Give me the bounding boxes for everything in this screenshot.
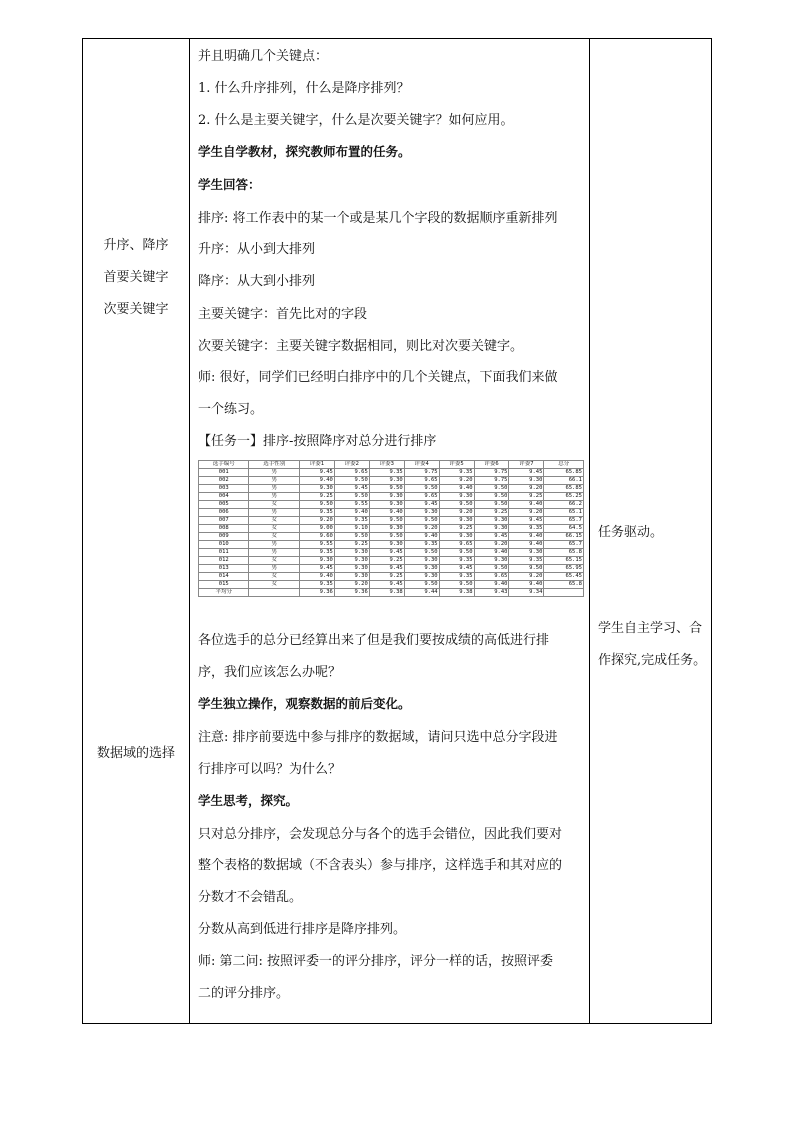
text-student-operate: 学生独立操作，观察数据的前后变化。 xyxy=(198,696,411,711)
table-cell: 9.50 xyxy=(334,477,369,485)
table-cell: 9.45 xyxy=(474,533,509,541)
table-cell: 9.40 xyxy=(509,581,544,589)
table-cell: 9.30 xyxy=(509,549,544,557)
table-average-row xyxy=(199,589,584,597)
table-cell: 65.85 xyxy=(544,469,584,477)
table-row xyxy=(199,517,584,525)
score-table xyxy=(198,460,584,597)
table-cell: 65.45 xyxy=(544,573,584,581)
table-cell: 女 xyxy=(249,581,299,589)
table-cell: 9.50 xyxy=(369,533,404,541)
table-cell: 9.40 xyxy=(369,509,404,517)
table-cell: 9.40 xyxy=(299,573,334,581)
table-header-row xyxy=(199,461,584,469)
table-row xyxy=(199,549,584,557)
table-cell: 004 xyxy=(199,493,249,501)
table-cell: 9.50 xyxy=(474,565,509,573)
table-average-cell: 9.34 xyxy=(509,589,544,597)
table-header-cell: 评委1 xyxy=(299,461,334,469)
table-cell: 9.25 xyxy=(369,557,404,565)
table-cell: 9.65 xyxy=(404,477,439,485)
table-cell: 9.50 xyxy=(404,549,439,557)
table-cell: 9.50 xyxy=(439,501,474,509)
table-cell: 9.40 xyxy=(509,541,544,549)
topic-secondary-key: 次要关键字 xyxy=(103,302,169,317)
table-cell: 008 xyxy=(199,525,249,533)
table-cell: 65.7 xyxy=(544,517,584,525)
table-cell: 65.15 xyxy=(544,557,584,565)
table-header-cell: 选手编号 xyxy=(199,461,249,469)
table-cell: 9.75 xyxy=(474,469,509,477)
table-cell: 9.45 xyxy=(439,565,474,573)
text-explain-3: 分数才不会错乱。 xyxy=(198,890,303,905)
table-cell xyxy=(249,589,299,597)
text-secondary-key: 次要关键字：主要关键字数据相同，则比对次要关键字。 xyxy=(198,339,524,354)
table-cell: 65.85 xyxy=(544,485,584,493)
table-cell: 009 xyxy=(199,533,249,541)
table-cell: 9.50 xyxy=(404,517,439,525)
table-cell: 9.45 xyxy=(404,501,439,509)
table-cell: 9.20 xyxy=(509,573,544,581)
table-cell: 9.50 xyxy=(439,549,474,557)
table-average-cell: 9.38 xyxy=(369,589,404,597)
text-explain-2: 整个表格的数据域（不含表头）参与排序，这样选手和其对应的 xyxy=(198,858,563,873)
table-cell: 9.75 xyxy=(404,469,439,477)
content-column xyxy=(198,39,586,1025)
table-cell: 9.50 xyxy=(334,533,369,541)
text-note-1: 注意: 排序前要选中参与排序的数据域，请问只选中总分字段进 xyxy=(198,730,558,745)
topic-sort-order: 升序、降序 xyxy=(103,238,169,253)
table-average-cell: 9.36 xyxy=(299,589,334,597)
table-cell: 9.35 xyxy=(369,469,404,477)
table-row xyxy=(199,557,584,565)
table-cell: 9.30 xyxy=(474,517,509,525)
table-cell: 9.25 xyxy=(439,525,474,533)
table-cell: 9.30 xyxy=(369,541,404,549)
table-cell: 9.50 xyxy=(404,485,439,493)
table-cell: 9.30 xyxy=(369,501,404,509)
note-self-study-2: 作探究,完成任务。 xyxy=(598,653,707,668)
table-cell: 9.35 xyxy=(299,509,334,517)
table-cell: 9.50 xyxy=(509,565,544,573)
table-cell: 9.20 xyxy=(299,517,334,525)
table-cell: 男 xyxy=(249,493,299,501)
table-cell: 9.20 xyxy=(474,541,509,549)
table-cell: 女 xyxy=(249,517,299,525)
table-cell: 9.45 xyxy=(369,581,404,589)
table-cell: 9.30 xyxy=(404,557,439,565)
table-cell: 9.30 xyxy=(299,557,334,565)
table-cell: 9.40 xyxy=(509,533,544,541)
table-average-label: 平均分 xyxy=(199,589,249,597)
table-cell: 9.35 xyxy=(509,557,544,565)
table-cell: 015 xyxy=(199,581,249,589)
table-row xyxy=(199,477,584,485)
column-divider-left xyxy=(189,39,190,1023)
text-total-question-1: 各位选手的总分已经算出来了但是我们要按成绩的高低进行排 xyxy=(198,633,550,648)
table-header-cell: 选手性别 xyxy=(249,461,299,469)
table-cell: 9.50 xyxy=(369,517,404,525)
score-table-image xyxy=(198,460,586,610)
table-row xyxy=(199,541,584,549)
text-note-2: 行排序可以吗？为什么？ xyxy=(198,762,342,777)
topic-data-range: 数据域的选择 xyxy=(96,746,175,761)
table-cell xyxy=(544,589,584,597)
table-cell: 女 xyxy=(249,501,299,509)
table-cell: 9.50 xyxy=(439,581,474,589)
table-cell: 014 xyxy=(199,573,249,581)
table-cell: 9.40 xyxy=(299,477,334,485)
table-cell: 9.75 xyxy=(474,477,509,485)
text-student-answer: 学生回答： xyxy=(198,177,261,192)
table-cell: 男 xyxy=(249,485,299,493)
table-row xyxy=(199,469,584,477)
table-cell: 9.30 xyxy=(439,533,474,541)
table-cell: 9.10 xyxy=(334,525,369,533)
table-cell: 9.40 xyxy=(509,501,544,509)
table-cell: 002 xyxy=(199,477,249,485)
table-cell: 9.50 xyxy=(474,485,509,493)
table-cell: 9.40 xyxy=(334,509,369,517)
table-header-cell: 评委3 xyxy=(369,461,404,469)
table-cell: 9.50 xyxy=(474,501,509,509)
table-cell: 66.1 xyxy=(544,477,584,485)
table-cell: 9.65 xyxy=(474,573,509,581)
table-cell: 9.35 xyxy=(439,557,474,565)
text-ascending: 升序：从小到大排列 xyxy=(198,242,316,257)
table-cell: 9.50 xyxy=(299,501,334,509)
table-cell: 9.35 xyxy=(439,573,474,581)
table-cell: 9.30 xyxy=(404,565,439,573)
table-cell: 9.45 xyxy=(369,565,404,573)
table-cell: 65.25 xyxy=(544,493,584,501)
text-sort-definition: 排序: 将工作表中的某一个或是某几个字段的数据顺序重新排列 xyxy=(198,211,558,226)
table-cell: 66.2 xyxy=(544,501,584,509)
table-header-cell: 评委7 xyxy=(509,461,544,469)
text-teacher-q2-2: 二的评分排序。 xyxy=(198,986,290,1001)
table-cell: 9.00 xyxy=(299,525,334,533)
table-cell: 9.45 xyxy=(299,469,334,477)
table-cell: 65.7 xyxy=(544,541,584,549)
table-cell: 9.30 xyxy=(369,525,404,533)
table-row xyxy=(199,485,584,493)
table-cell: 9.40 xyxy=(474,549,509,557)
table-cell: 9.30 xyxy=(474,557,509,565)
table-cell: 64.5 xyxy=(544,525,584,533)
text-teacher-remark-2: 一个练习。 xyxy=(198,402,264,417)
table-cell: 65.95 xyxy=(544,565,584,573)
table-row xyxy=(199,509,584,517)
table-cell: 9.20 xyxy=(404,525,439,533)
table-row xyxy=(199,493,584,501)
table-cell: 9.65 xyxy=(404,493,439,501)
table-average-cell: 9.36 xyxy=(334,589,369,597)
note-task-driven: 任务驱动。 xyxy=(598,525,664,540)
table-cell: 9.25 xyxy=(474,509,509,517)
table-cell: 005 xyxy=(199,501,249,509)
table-cell: 9.50 xyxy=(369,485,404,493)
note-self-study-1: 学生自主学习、合 xyxy=(598,621,703,636)
table-cell: 65.1 xyxy=(544,509,584,517)
text-total-question-2: 序，我们应该怎么办呢？ xyxy=(198,665,342,680)
table-cell: 9.45 xyxy=(509,517,544,525)
table-cell: 006 xyxy=(199,509,249,517)
table-cell: 9.30 xyxy=(334,557,369,565)
text-teacher-q2-1: 师: 第二问: 按照评委一的评分排序，评分一样的话，按照评委 xyxy=(198,954,554,969)
table-cell: 9.35 xyxy=(439,469,474,477)
text-question-1: 1. 什么升序排列，什么是降序排列？ xyxy=(198,81,410,96)
table-average-cell: 9.43 xyxy=(474,589,509,597)
table-cell: 9.20 xyxy=(509,485,544,493)
table-row xyxy=(199,573,584,581)
text-descending: 降序：从大到小排列 xyxy=(198,274,316,289)
table-cell: 9.25 xyxy=(509,493,544,501)
table-cell: 9.20 xyxy=(334,581,369,589)
table-cell: 9.40 xyxy=(474,581,509,589)
table-cell: 9.35 xyxy=(334,517,369,525)
table-cell: 9.30 xyxy=(404,509,439,517)
table-average-cell: 9.44 xyxy=(404,589,439,597)
table-cell: 9.30 xyxy=(334,573,369,581)
table-cell: 男 xyxy=(249,565,299,573)
table-cell: 66.15 xyxy=(544,533,584,541)
table-cell: 9.55 xyxy=(299,541,334,549)
table-cell: 9.20 xyxy=(509,509,544,517)
table-row xyxy=(199,525,584,533)
table-cell: 男 xyxy=(249,549,299,557)
table-cell: 9.25 xyxy=(369,573,404,581)
table-cell: 9.60 xyxy=(299,533,334,541)
table-row xyxy=(199,501,584,509)
table-cell: 女 xyxy=(249,573,299,581)
table-cell: 9.50 xyxy=(404,581,439,589)
text-teacher-remark-1: 师: 很好，同学们已经明白排序中的几个关键点，下面我们来做 xyxy=(198,370,558,385)
table-cell: 9.45 xyxy=(299,565,334,573)
table-row xyxy=(199,565,584,573)
table-cell: 9.30 xyxy=(439,493,474,501)
table-cell: 011 xyxy=(199,549,249,557)
table-row xyxy=(199,581,584,589)
table-cell: 9.30 xyxy=(474,525,509,533)
table-cell: 9.30 xyxy=(369,477,404,485)
table-cell: 9.50 xyxy=(474,493,509,501)
table-cell: 男 xyxy=(249,509,299,517)
table-cell: 9.35 xyxy=(299,581,334,589)
table-row xyxy=(199,533,584,541)
table-cell: 65.8 xyxy=(544,581,584,589)
table-cell: 9.35 xyxy=(299,549,334,557)
text-explain-1: 只对总分排序，会发现总分与各个的选手会错位，因此我们要对 xyxy=(198,827,563,842)
text-student-self-study: 学生自学教材，探究教师布置的任务。 xyxy=(198,144,411,159)
table-cell: 9.35 xyxy=(509,525,544,533)
table-cell: 007 xyxy=(199,517,249,525)
table-cell: 男 xyxy=(249,541,299,549)
table-cell: 9.30 xyxy=(334,549,369,557)
table-cell: 9.65 xyxy=(439,541,474,549)
text-task-one: 【任务一】排序-按照降序对总分进行排序 xyxy=(198,434,437,449)
table-cell: 013 xyxy=(199,565,249,573)
table-cell: 9.45 xyxy=(369,549,404,557)
table-header-cell: 评委6 xyxy=(474,461,509,469)
text-student-think: 学生思考，探究。 xyxy=(198,793,299,808)
table-cell: 男 xyxy=(249,469,299,477)
table-cell: 9.40 xyxy=(439,485,474,493)
table-cell: 65.8 xyxy=(544,549,584,557)
table-cell: 9.65 xyxy=(334,469,369,477)
table-cell: 9.20 xyxy=(439,477,474,485)
table-cell: 9.50 xyxy=(334,493,369,501)
table-cell: 9.40 xyxy=(404,533,439,541)
lesson-table xyxy=(82,38,712,1024)
table-cell: 003 xyxy=(199,485,249,493)
table-cell: 9.45 xyxy=(334,485,369,493)
table-header-cell: 评委2 xyxy=(334,461,369,469)
table-cell: 012 xyxy=(199,557,249,565)
table-cell: 女 xyxy=(249,533,299,541)
table-header-cell: 评委4 xyxy=(404,461,439,469)
table-cell: 9.25 xyxy=(299,493,334,501)
text-descending-note: 分数从高到低进行排序是降序排列。 xyxy=(198,922,407,937)
text-primary-key: 主要关键字：首先比对的字段 xyxy=(198,307,368,322)
table-cell: 9.45 xyxy=(509,469,544,477)
table-cell: 9.30 xyxy=(439,517,474,525)
table-cell: 女 xyxy=(249,525,299,533)
table-cell: 9.30 xyxy=(404,573,439,581)
text-key-points: 并且明确几个关键点： xyxy=(198,49,329,64)
text-question-2: 2. 什么是主要关键字，什么是次要关键字？如何应用。 xyxy=(198,113,514,128)
table-cell: 9.30 xyxy=(334,565,369,573)
table-cell: 9.35 xyxy=(404,541,439,549)
table-cell: 9.55 xyxy=(334,501,369,509)
table-average-cell: 9.38 xyxy=(439,589,474,597)
table-cell: 001 xyxy=(199,469,249,477)
table-cell: 9.30 xyxy=(299,485,334,493)
table-cell: 9.25 xyxy=(334,541,369,549)
table-cell: 女 xyxy=(249,557,299,565)
table-header-cell: 总分 xyxy=(544,461,584,469)
table-cell: 010 xyxy=(199,541,249,549)
table-cell: 男 xyxy=(249,477,299,485)
table-cell: 9.20 xyxy=(439,509,474,517)
topic-primary-key: 首要关键字 xyxy=(103,270,169,285)
table-cell: 9.30 xyxy=(369,493,404,501)
table-cell: 9.30 xyxy=(509,477,544,485)
table-header-cell: 评委5 xyxy=(439,461,474,469)
